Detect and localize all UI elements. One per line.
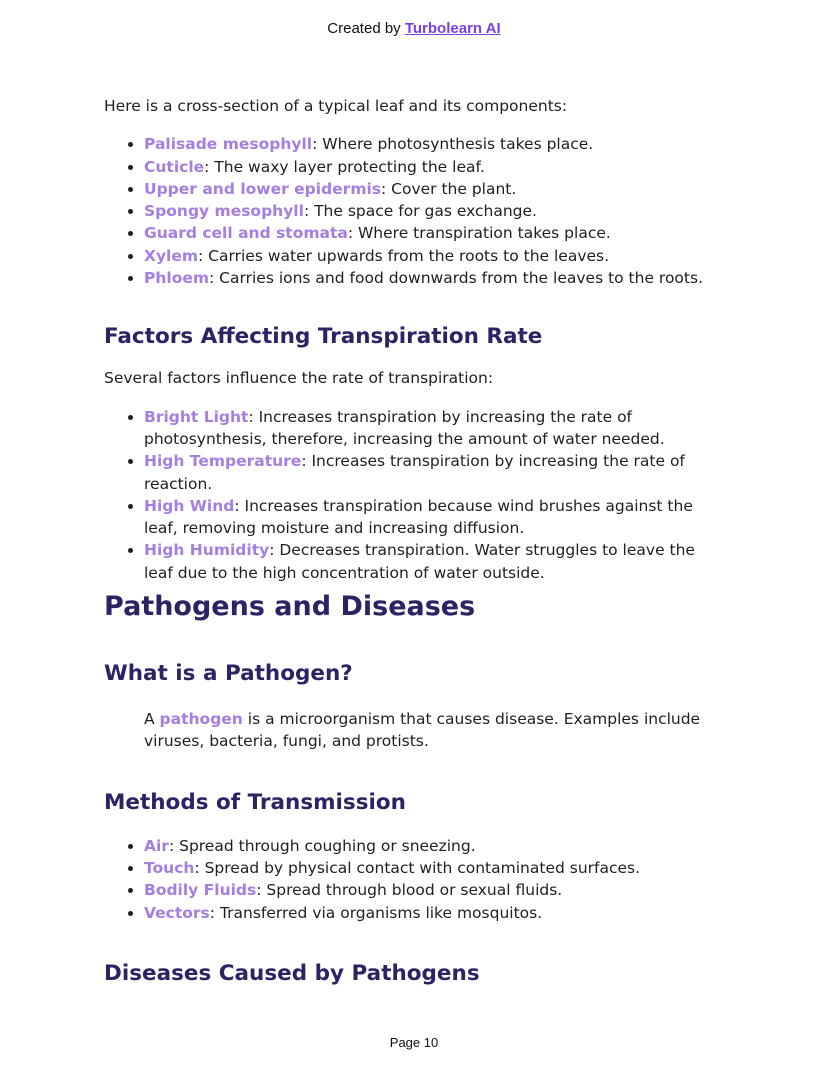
leaf-components-list bbox=[104, 133, 724, 289]
list-item: • Vectors: Transferred via organisms like mosquitos. bbox=[144, 902, 724, 924]
list-item: • Air: Spread through coughing or sneezing. bbox=[144, 835, 724, 857]
methods-list bbox=[104, 835, 724, 924]
factors-intro: Several factors influence the rate of transpiration: bbox=[104, 369, 494, 388]
document-body bbox=[104, 95, 724, 988]
list-item: • High Humidity: Decreases transpiration. Water struggles to leave the leaf due to the high concentration of water outside. bbox=[144, 539, 724, 584]
pathogen-definition: A pathogen is a microorganism that causes disease. Examples include viruses, bacteria, fungi, and protists. bbox=[144, 710, 701, 751]
pathogens-title: Pathogens and Diseases bbox=[104, 591, 476, 623]
leaf-intro: Here is a cross-section of a typical leaf and its components: bbox=[104, 97, 568, 115]
list-item: • High Temperature: Increases transpiration by increasing the rate of reaction. bbox=[144, 450, 724, 495]
list-item: • Upper and lower epidermis: Cover the plant. bbox=[144, 178, 724, 200]
page-header bbox=[0, 20, 828, 37]
list-item: • High Wind: Increases transpiration because wind brushes against the leaf, removing moisture and increasing diffusion. bbox=[144, 495, 724, 540]
diseases-heading: Diseases Caused by Pathogens bbox=[104, 960, 480, 986]
list-item: • Guard cell and stomata: Where transpiration takes place. bbox=[144, 222, 724, 244]
factors-heading: Factors Affecting Transpiration Rate bbox=[104, 324, 543, 350]
list-item: • Bodily Fluids: Spread through blood or sexual fluids. bbox=[144, 879, 724, 901]
list-item: • Touch: Spread by physical contact with contaminated surfaces. bbox=[144, 857, 724, 879]
page-number: Page 10 bbox=[389, 1035, 439, 1050]
brand-link[interactable]: Turbolearn AI bbox=[404, 20, 501, 37]
list-item: • Spongy mesophyll: The space for gas exchange. bbox=[144, 200, 724, 222]
list-item: • Phloem: Carries ions and food downwards from the leaves to the roots. bbox=[144, 267, 724, 289]
list-item: • Cuticle: The waxy layer protecting the leaf. bbox=[144, 156, 724, 178]
what-is-pathogen-heading: What is a Pathogen? bbox=[104, 661, 353, 687]
factors-list bbox=[104, 406, 724, 584]
header-prefix: Created by bbox=[327, 20, 401, 37]
list-item: • Palisade mesophyll: Where photosynthesis takes place. bbox=[144, 133, 724, 155]
methods-heading: Methods of Transmission bbox=[104, 789, 406, 815]
list-item: • Xylem: Carries water upwards from the roots to the leaves. bbox=[144, 245, 724, 267]
list-item: • Bright Light: Increases transpiration by increasing the rate of photosynthesis, therefore, increasing the amount of water needed. bbox=[144, 406, 724, 451]
